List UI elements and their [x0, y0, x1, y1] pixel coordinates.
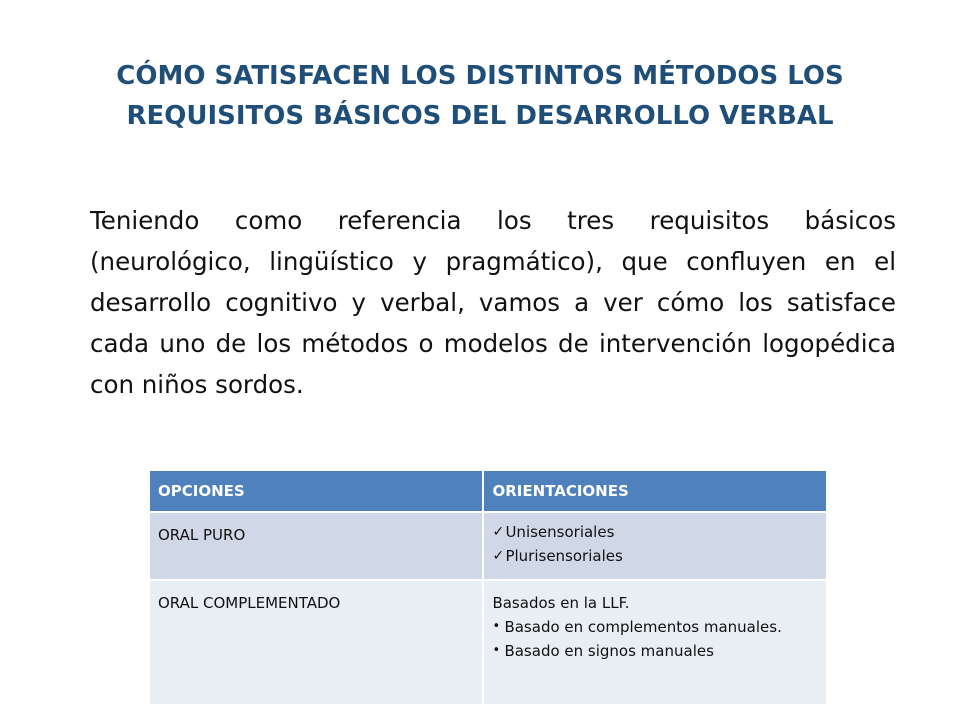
slide-title-line-1: CÓMO SATISFACEN LOS DISTINTOS MÉTODOS LOS	[116, 61, 844, 91]
orientation-intro: Basados en la LLF.	[492, 594, 630, 612]
cell-option-oral-puro: ORAL PURO	[150, 512, 483, 580]
list-item	[492, 520, 818, 544]
header-orientaciones: ORIENTACIONES	[483, 471, 826, 512]
check-icon: ✓	[492, 548, 505, 564]
slide-title	[60, 56, 900, 136]
cell-orientations-oral-complementado	[483, 580, 826, 704]
check-icon: ✓	[492, 524, 505, 540]
table-header-row	[150, 471, 826, 512]
list-item	[492, 544, 818, 568]
list-item-text: Plurisensoriales	[505, 547, 623, 565]
bullet-icon: •	[492, 619, 501, 634]
orientation-list	[492, 615, 818, 663]
list-item-text: Unisensoriales	[505, 523, 615, 541]
orientation-list	[492, 520, 818, 568]
cell-option-oral-complementado: ORAL COMPLEMENTADO	[150, 580, 483, 704]
body-paragraph: Teniendo como referencia los tres requisitos básicos (neurológico, lingüístico y pragmático), que confluyen en el desarrollo cognitivo y verbal, vamos a ver cómo los satisface cada uno de los métodos o modelos de intervención logopédica con niños sordos.	[90, 206, 896, 399]
table-row	[150, 580, 826, 704]
header-opciones: OPCIONES	[150, 471, 483, 512]
slide-title-line-2: REQUISITOS BÁSICOS DEL DESARROLLO VERBAL	[126, 101, 834, 131]
methods-table	[150, 471, 826, 704]
cell-orientations-oral-puro	[483, 512, 826, 580]
bullet-icon: •	[492, 643, 501, 658]
table-row	[150, 512, 826, 580]
list-item-text: Basado en signos manuales	[504, 642, 714, 660]
list-item	[492, 639, 818, 663]
list-item	[492, 615, 818, 639]
list-item-text: Basado en complementos manuales.	[504, 618, 782, 636]
